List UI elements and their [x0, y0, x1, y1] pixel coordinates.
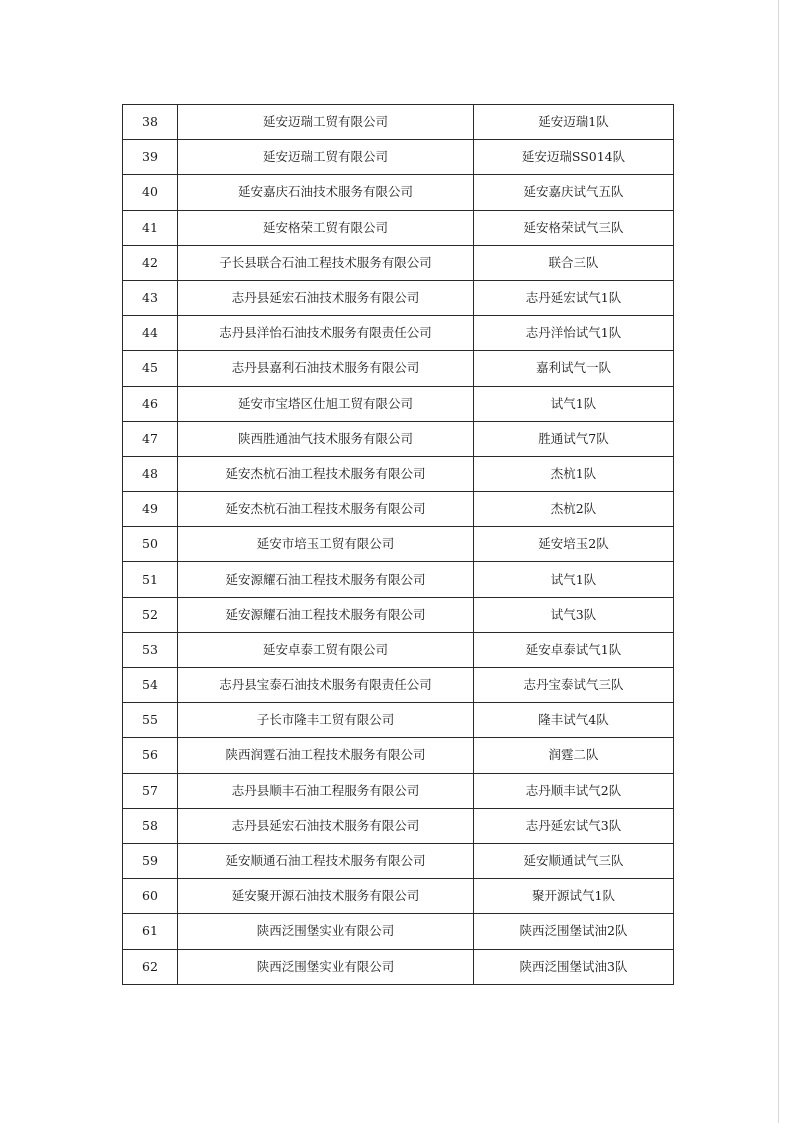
company-name-cell: 志丹县顺丰石油工程服务有限公司 — [178, 773, 474, 808]
team-name-cell: 志丹洋怡试气1队 — [474, 316, 674, 351]
row-number-cell: 59 — [123, 843, 178, 878]
table-row — [123, 492, 674, 527]
table-row — [123, 597, 674, 632]
row-number-cell: 56 — [123, 738, 178, 773]
row-number-cell: 61 — [123, 914, 178, 949]
company-name-cell: 延安迈瑞工贸有限公司 — [178, 105, 474, 140]
team-name-cell: 延安迈瑞SS014队 — [474, 140, 674, 175]
table-body — [123, 105, 674, 985]
team-name-cell: 隆丰试气4队 — [474, 703, 674, 738]
row-number-cell: 58 — [123, 808, 178, 843]
table-row — [123, 632, 674, 667]
company-name-cell: 陕西泛围堡实业有限公司 — [178, 914, 474, 949]
table-row — [123, 280, 674, 315]
table-row — [123, 562, 674, 597]
row-number-cell: 45 — [123, 351, 178, 386]
row-number-cell: 49 — [123, 492, 178, 527]
team-name-cell: 延安嘉庆试气五队 — [474, 175, 674, 210]
team-name-cell: 杰杭2队 — [474, 492, 674, 527]
team-name-cell: 志丹顺丰试气2队 — [474, 773, 674, 808]
team-roster-table — [122, 104, 674, 985]
row-number-cell: 52 — [123, 597, 178, 632]
table-row — [123, 773, 674, 808]
company-name-cell: 延安市宝塔区仕旭工贸有限公司 — [178, 386, 474, 421]
company-name-cell: 延安市培玉工贸有限公司 — [178, 527, 474, 562]
table-row — [123, 351, 674, 386]
company-name-cell: 延安嘉庆石油技术服务有限公司 — [178, 175, 474, 210]
row-number-cell: 40 — [123, 175, 178, 210]
row-number-cell: 53 — [123, 632, 178, 667]
team-name-cell: 试气1队 — [474, 562, 674, 597]
company-name-cell: 延安杰杭石油工程技术服务有限公司 — [178, 456, 474, 491]
table-row — [123, 527, 674, 562]
row-number-cell: 38 — [123, 105, 178, 140]
team-name-cell: 志丹延宏试气1队 — [474, 280, 674, 315]
row-number-cell: 39 — [123, 140, 178, 175]
team-name-cell: 联合三队 — [474, 245, 674, 280]
team-name-cell: 延安格荣试气三队 — [474, 210, 674, 245]
team-name-cell: 嘉利试气一队 — [474, 351, 674, 386]
table-row — [123, 456, 674, 491]
company-name-cell: 陕西胜通油气技术服务有限公司 — [178, 421, 474, 456]
company-name-cell: 志丹县延宏石油技术服务有限公司 — [178, 808, 474, 843]
team-name-cell: 杰杭1队 — [474, 456, 674, 491]
company-name-cell: 延安顺通石油工程技术服务有限公司 — [178, 843, 474, 878]
table-row — [123, 843, 674, 878]
team-name-cell: 聚开源试气1队 — [474, 879, 674, 914]
row-number-cell: 55 — [123, 703, 178, 738]
team-name-cell: 试气3队 — [474, 597, 674, 632]
table-row — [123, 140, 674, 175]
table-row — [123, 386, 674, 421]
table-row — [123, 210, 674, 245]
company-name-cell: 延安聚开源石油技术服务有限公司 — [178, 879, 474, 914]
company-name-cell: 延安格荣工贸有限公司 — [178, 210, 474, 245]
team-name-cell: 志丹延宏试气3队 — [474, 808, 674, 843]
team-name-cell: 陕西泛围堡试油3队 — [474, 949, 674, 984]
company-name-cell: 子长县联合石油工程技术服务有限公司 — [178, 245, 474, 280]
company-name-cell: 志丹县延宏石油技术服务有限公司 — [178, 280, 474, 315]
table-row — [123, 421, 674, 456]
row-number-cell: 41 — [123, 210, 178, 245]
table-row — [123, 668, 674, 703]
table-row — [123, 914, 674, 949]
team-name-cell: 延安卓泰试气1队 — [474, 632, 674, 667]
table-row — [123, 245, 674, 280]
table-row — [123, 175, 674, 210]
team-name-cell: 延安培玉2队 — [474, 527, 674, 562]
company-name-cell: 志丹县洋怡石油技术服务有限责任公司 — [178, 316, 474, 351]
row-number-cell: 48 — [123, 456, 178, 491]
company-name-cell: 延安源耀石油工程技术服务有限公司 — [178, 597, 474, 632]
scan-edge-line — [778, 0, 779, 1123]
row-number-cell: 46 — [123, 386, 178, 421]
table-row — [123, 879, 674, 914]
table-row — [123, 808, 674, 843]
row-number-cell: 60 — [123, 879, 178, 914]
table-row — [123, 703, 674, 738]
company-name-cell: 延安源耀石油工程技术服务有限公司 — [178, 562, 474, 597]
team-name-cell: 试气1队 — [474, 386, 674, 421]
team-name-cell: 延安顺通试气三队 — [474, 843, 674, 878]
company-name-cell: 子长市隆丰工贸有限公司 — [178, 703, 474, 738]
company-name-cell: 志丹县嘉利石油技术服务有限公司 — [178, 351, 474, 386]
company-name-cell: 延安迈瑞工贸有限公司 — [178, 140, 474, 175]
company-name-cell: 陕西泛围堡实业有限公司 — [178, 949, 474, 984]
company-name-cell: 延安杰杭石油工程技术服务有限公司 — [178, 492, 474, 527]
team-name-cell: 胜通试气7队 — [474, 421, 674, 456]
company-name-cell: 陕西润霆石油工程技术服务有限公司 — [178, 738, 474, 773]
row-number-cell: 51 — [123, 562, 178, 597]
row-number-cell: 44 — [123, 316, 178, 351]
table-row — [123, 105, 674, 140]
row-number-cell: 42 — [123, 245, 178, 280]
team-name-cell: 陕西泛围堡试油2队 — [474, 914, 674, 949]
table-row — [123, 738, 674, 773]
table-row — [123, 949, 674, 984]
team-name-cell: 延安迈瑞1队 — [474, 105, 674, 140]
table-row — [123, 316, 674, 351]
team-name-cell: 志丹宝泰试气三队 — [474, 668, 674, 703]
row-number-cell: 62 — [123, 949, 178, 984]
row-number-cell: 47 — [123, 421, 178, 456]
row-number-cell: 57 — [123, 773, 178, 808]
company-name-cell: 志丹县宝泰石油技术服务有限责任公司 — [178, 668, 474, 703]
row-number-cell: 50 — [123, 527, 178, 562]
row-number-cell: 43 — [123, 280, 178, 315]
company-name-cell: 延安卓泰工贸有限公司 — [178, 632, 474, 667]
row-number-cell: 54 — [123, 668, 178, 703]
team-name-cell: 润霆二队 — [474, 738, 674, 773]
